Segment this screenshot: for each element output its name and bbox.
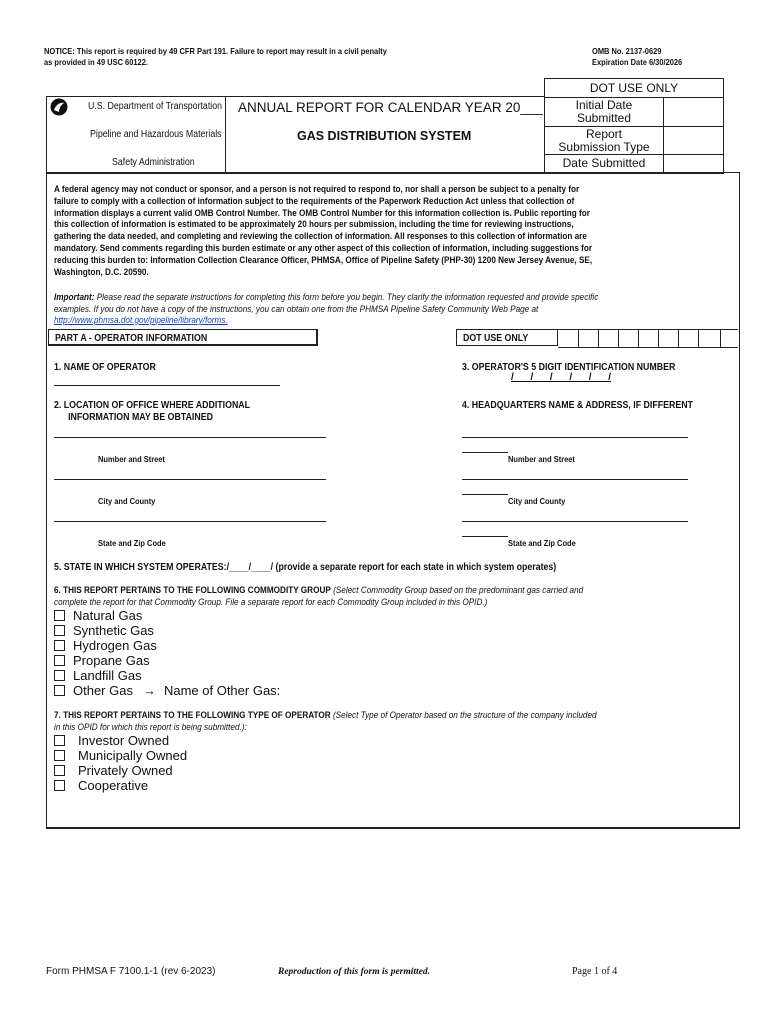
- office-city-label: City and County: [98, 496, 156, 506]
- operator-type-label: Privately Owned: [78, 763, 173, 778]
- operator-name-field[interactable]: [54, 385, 280, 386]
- operator-type-options: [54, 733, 187, 793]
- paperwork-line: this collection of information is estimated to be approximately 20 hours per submission, including the time for reviewing instructions,: [54, 219, 574, 230]
- operator-id-field[interactable]: / / / / / /: [511, 372, 612, 383]
- important-label: Important:: [54, 292, 95, 302]
- q6-note-b: complete the report for that Commodity Group. File a separate report for each Commodity Group included in this OPID.): [54, 596, 488, 607]
- operator-type-option[interactable]: [54, 778, 187, 793]
- q6-heading: [54, 585, 583, 608]
- arrow-right-icon: →: [142, 683, 156, 698]
- important-line-2: examples. If you do not have a copy of the instructions, you can obtain one from the PHMSA Pipeline Safety Community Web Page at: [54, 303, 539, 314]
- commodity-option[interactable]: [54, 638, 280, 653]
- operator-type-option[interactable]: [54, 763, 187, 778]
- hq-street-underline: [462, 452, 508, 453]
- q7-note-a: (Select Type of Operator based on the structure of the company included: [330, 710, 597, 720]
- operator-type-label: Cooperative: [78, 778, 149, 793]
- notice-line-2: as provided in 49 USC 60122.: [44, 57, 148, 67]
- office-street-field[interactable]: [54, 437, 326, 438]
- q3-label: 3. OPERATOR'S 5 DIGIT IDENTIFICATION NUMBER: [462, 362, 676, 373]
- operator-type-label: Municipally Owned: [78, 748, 188, 763]
- report-subtitle: GAS DISTRIBUTION SYSTEM: [297, 129, 472, 143]
- agency-dept: U.S. Department of Transportation: [88, 101, 223, 112]
- date-submitted-label: Date Submitted: [562, 156, 646, 170]
- other-gas-name-label: Name of Other Gas:: [163, 683, 281, 698]
- q5-note: (provide a separate report for each state in which system operates): [273, 562, 557, 573]
- paperwork-notice: [54, 184, 666, 278]
- q5: [54, 562, 556, 573]
- paperwork-line: mandatory. Send comments regarding this burden estimate or any other aspect of this collection of information, including suggestions for: [54, 242, 593, 253]
- checkbox[interactable]: [54, 780, 65, 791]
- report-type-label: Report: [585, 127, 623, 141]
- checkbox[interactable]: [54, 735, 65, 746]
- checkbox[interactable]: [54, 685, 65, 696]
- q4-label: 4. HEADQUARTERS NAME & ADDRESS, IF DIFFERENT: [462, 400, 693, 411]
- omb-number: OMB No. 2137-0629: [592, 46, 662, 56]
- q2-line-1: 2. LOCATION OF OFFICE WHERE ADDITIONAL: [54, 400, 251, 411]
- commodity-label: Synthetic Gas: [73, 623, 154, 638]
- q2-line-2: INFORMATION MAY BE OBTAINED: [68, 412, 213, 423]
- operator-type-option[interactable]: [54, 748, 187, 763]
- dot-use-only-box: [544, 78, 724, 174]
- commodity-label: Hydrogen Gas: [73, 638, 157, 653]
- q5-label: 5. STATE IN WHICH SYSTEM OPERATES:: [54, 562, 227, 573]
- office-street-label: Number and Street: [98, 454, 165, 464]
- part-a-label: PART A - OPERATOR INFORMATION: [55, 333, 208, 344]
- report-title: ANNUAL REPORT FOR CALENDAR YEAR 20___: [238, 100, 543, 115]
- part-a-dot-use-label: DOT USE ONLY: [463, 333, 529, 344]
- commodity-option[interactable]: [54, 653, 280, 668]
- omb-expiration: Expiration Date 6/30/2026: [592, 57, 683, 67]
- operator-type-option[interactable]: [54, 733, 187, 748]
- instructions-link[interactable]: http://www.phmsa.dot.gov/pipeline/library/forms.: [54, 315, 228, 325]
- dot-use-only-title: DOT USE ONLY: [545, 79, 723, 98]
- commodity-option[interactable]: [54, 608, 280, 623]
- hq-city-underline: [462, 494, 508, 495]
- notice-line-1: NOTICE: This report is required by 49 CFR Part 191. Failure to report may result in a civil penalty: [44, 46, 387, 56]
- checkbox[interactable]: [54, 610, 65, 621]
- commodity-options: [54, 608, 280, 698]
- footer-form-number: Form PHMSA F 7100.1-1 (rev 6-2023): [46, 966, 216, 977]
- commodity-option[interactable]: [54, 623, 280, 638]
- initial-date-label: Initial Date: [575, 98, 633, 112]
- q6-note-a: (Select Commodity Group based on the predominant gas carried and: [330, 585, 584, 595]
- important-line-1: Please read the separate instructions for completing this form before you begin. They clarify the information requested and provide specific: [94, 292, 599, 302]
- part-a-header: [48, 329, 318, 346]
- commodity-label: Natural Gas: [73, 608, 143, 623]
- report-type-label-2: Submission Type: [558, 140, 650, 154]
- checkbox[interactable]: [54, 655, 65, 666]
- office-state-zip-label: State and Zip Code: [98, 538, 166, 548]
- state-field[interactable]: /____/____/: [226, 562, 274, 573]
- hq-name-field[interactable]: [462, 437, 688, 438]
- paperwork-line: information displays a current valid OMB Control Number. The OMB Control Number for this information collection is. Public reporting for: [54, 207, 590, 218]
- q7-heading: [54, 710, 597, 733]
- hq-state-zip-label: State and Zip Code: [508, 538, 576, 548]
- initial-date-label-2: Submitted: [576, 111, 632, 125]
- important-note: [54, 292, 673, 327]
- hq-city-field[interactable]: [462, 521, 688, 522]
- agency-line-2: Pipeline and Hazardous Materials: [90, 129, 222, 140]
- paperwork-line: A federal agency may not conduct or sponsor, and a person is not required to respond to, nor shall a person be subject to a penalty for: [54, 184, 580, 194]
- office-city-field[interactable]: [54, 479, 326, 480]
- commodity-option[interactable]: [54, 668, 280, 683]
- office-state-zip-field[interactable]: [54, 521, 326, 522]
- hq-street-label: Number and Street: [508, 454, 575, 464]
- checkbox[interactable]: [54, 625, 65, 636]
- q7-note-b: in this OPID for which this report is being submitted.):: [54, 721, 247, 732]
- paperwork-line: gathering the data needed, and completing and reviewing the collection of information. All responses to this collection of information are: [54, 231, 587, 242]
- part-a-dot-use: [456, 329, 558, 346]
- checkbox[interactable]: [54, 670, 65, 681]
- q7-label: 7. THIS REPORT PERTAINS TO THE FOLLOWING TYPE OF OPERATOR: [54, 710, 331, 720]
- commodity-label: Other Gas: [73, 683, 133, 698]
- commodity-option-other[interactable]: [54, 683, 280, 698]
- checkbox[interactable]: [54, 765, 65, 776]
- dot-logo-icon: [50, 98, 68, 116]
- hq-state-underline: [462, 536, 508, 537]
- hq-street-field[interactable]: [462, 479, 688, 480]
- footer-reproduction: Reproduction of this form is permitted.: [278, 967, 431, 977]
- paperwork-line: failure to comply with a collection of information subject to the requirements of the Paperwork Reduction Act unless that collection of: [54, 195, 575, 206]
- q6-label: 6. THIS REPORT PERTAINS TO THE FOLLOWING COMMODITY GROUP: [54, 585, 331, 595]
- footer-page-number: Page 1 of 4: [572, 966, 618, 977]
- checkbox[interactable]: [54, 750, 65, 761]
- checkbox[interactable]: [54, 640, 65, 651]
- q2-label: [54, 400, 250, 424]
- q1-label: 1. NAME OF OPERATOR: [54, 362, 156, 373]
- paperwork-line: reducing this burden to: Information Collection Clearance Officer, PHMSA, Office of Pipeline Safety (PHP-30) 1200 New Jersey Avenue, SE,: [54, 254, 593, 265]
- paperwork-line: Washington, D.C. 20590.: [54, 266, 149, 277]
- commodity-label: Landfill Gas: [73, 668, 142, 683]
- agency-line-3: Safety Administration: [112, 157, 195, 168]
- dot-use-cells: [558, 329, 738, 348]
- commodity-label: Propane Gas: [73, 653, 150, 668]
- hq-city-label: City and County: [508, 496, 566, 506]
- operator-type-label: Investor Owned: [78, 733, 170, 748]
